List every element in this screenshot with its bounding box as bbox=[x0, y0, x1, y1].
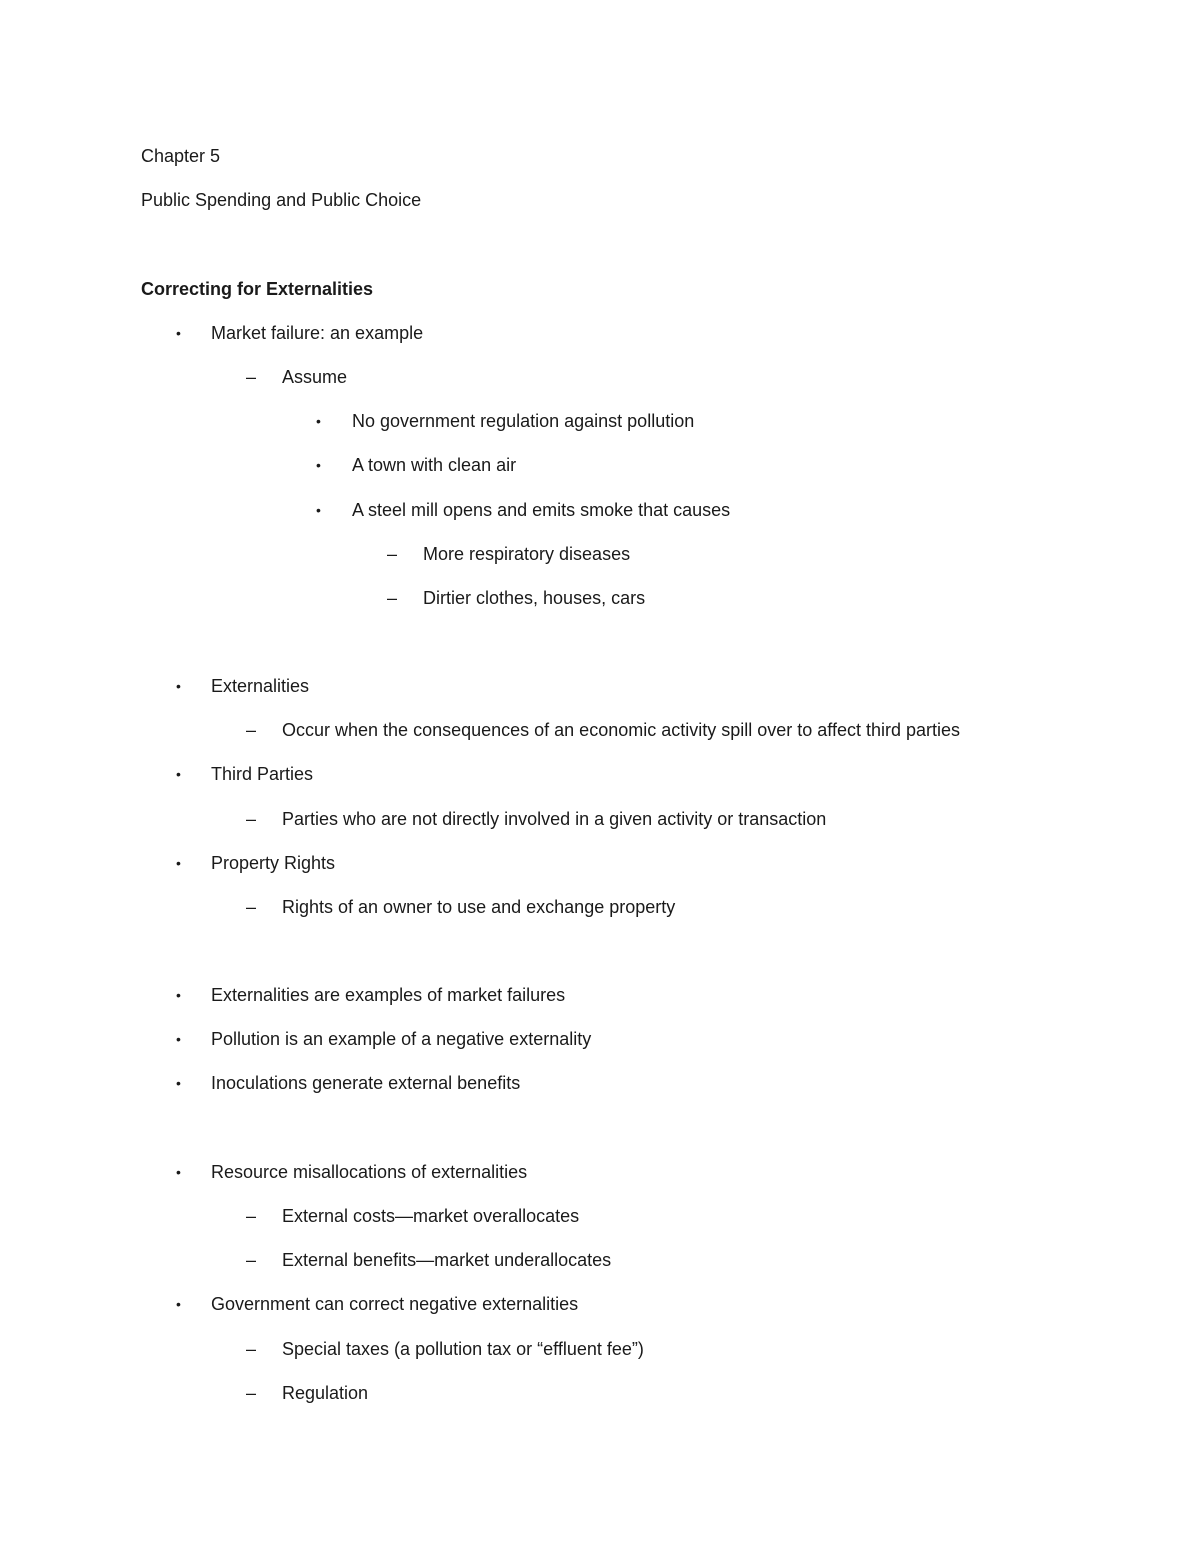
list-item-regulation: Regulation bbox=[282, 1383, 369, 1403]
list-item-gov-correct: Government can correct negative externalities bbox=[211, 1294, 579, 1314]
list-item-external-benefits: External benefits—market underallocates bbox=[282, 1250, 612, 1270]
list-item-market-failure: Market failure: an example bbox=[211, 323, 424, 343]
dash-icon: – bbox=[246, 367, 257, 387]
list-item-ext-market-failures: Externalities are examples of market failures bbox=[211, 985, 566, 1005]
bullet-icon: • bbox=[176, 1031, 181, 1047]
list-item-special-taxes: Special taxes (a pollution tax or “effluent fee”) bbox=[282, 1339, 644, 1359]
dash-icon: – bbox=[246, 1383, 257, 1403]
bullet-icon: • bbox=[176, 1296, 181, 1312]
section-heading: Correcting for Externalities bbox=[141, 279, 374, 299]
list-item-external-costs: External costs—market overallocates bbox=[282, 1206, 580, 1226]
list-item-externalities: Externalities bbox=[211, 676, 310, 696]
dash-icon: – bbox=[246, 1250, 257, 1270]
list-item-third-parties-def: Parties who are not directly involved in a given activity or transaction bbox=[282, 809, 827, 829]
list-item-town-clean-air: A town with clean air bbox=[352, 455, 517, 475]
dash-icon: – bbox=[246, 1339, 257, 1359]
bullet-icon: • bbox=[176, 325, 181, 341]
bullet-icon: • bbox=[176, 1164, 181, 1180]
bullet-icon: • bbox=[176, 987, 181, 1003]
bullet-icon: • bbox=[316, 457, 321, 473]
dash-icon: – bbox=[387, 544, 398, 564]
document-subtitle: Public Spending and Public Choice bbox=[141, 190, 422, 210]
list-item-pollution-negative: Pollution is an example of a negative externality bbox=[211, 1029, 592, 1049]
list-item-inoculations: Inoculations generate external benefits bbox=[211, 1073, 521, 1093]
dash-icon: – bbox=[246, 809, 257, 829]
list-item-property-rights-def: Rights of an owner to use and exchange property bbox=[282, 897, 676, 917]
list-item-respiratory: More respiratory diseases bbox=[423, 544, 631, 564]
bullet-icon: • bbox=[176, 766, 181, 782]
list-item-no-gov-regulation: No government regulation against pollution bbox=[352, 411, 695, 431]
bullet-icon: • bbox=[316, 502, 321, 518]
dash-icon: – bbox=[246, 720, 257, 740]
list-item-externalities-def: Occur when the consequences of an economic activity spill over to affect third parties bbox=[282, 720, 961, 740]
bullet-icon: • bbox=[176, 855, 181, 871]
dash-icon: – bbox=[387, 588, 398, 608]
dash-icon: – bbox=[246, 1206, 257, 1226]
list-item-resource-misallocations: Resource misallocations of externalities bbox=[211, 1162, 528, 1182]
bullet-icon: • bbox=[316, 413, 321, 429]
list-item-third-parties: Third Parties bbox=[211, 764, 314, 784]
dash-icon: – bbox=[246, 897, 257, 917]
bullet-icon: • bbox=[176, 678, 181, 694]
bullet-icon: • bbox=[176, 1075, 181, 1091]
list-item-steel-mill: A steel mill opens and emits smoke that causes bbox=[352, 500, 731, 520]
list-item-property-rights: Property Rights bbox=[211, 853, 336, 873]
chapter-title: Chapter 5 bbox=[141, 146, 221, 166]
list-item-assume: Assume bbox=[282, 367, 348, 387]
list-item-dirtier: Dirtier clothes, houses, cars bbox=[423, 588, 646, 608]
